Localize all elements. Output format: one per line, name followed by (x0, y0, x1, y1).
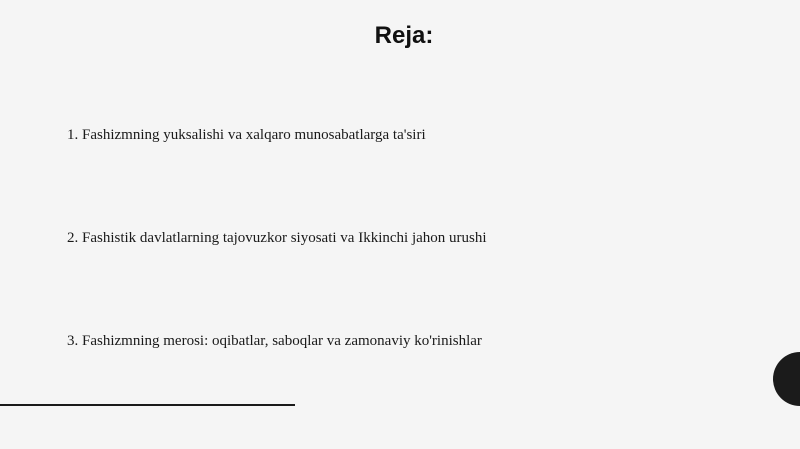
plan-item-1: 1. Fashizmning yuksalishi va xalqaro munosabatlarga ta'siri (67, 127, 426, 143)
slide-title: Reja: (374, 22, 434, 49)
plan-item-2: 2. Fashistik davlatlarning tajovuzkor siyosati va Ikkinchi jahon urushi (67, 230, 487, 246)
decorative-circle (773, 352, 800, 406)
plan-item-3: 3. Fashizmning merosi: oqibatlar, saboqlar va zamonaviy ko'rinishlar (67, 333, 482, 349)
decorative-rule (0, 404, 295, 406)
